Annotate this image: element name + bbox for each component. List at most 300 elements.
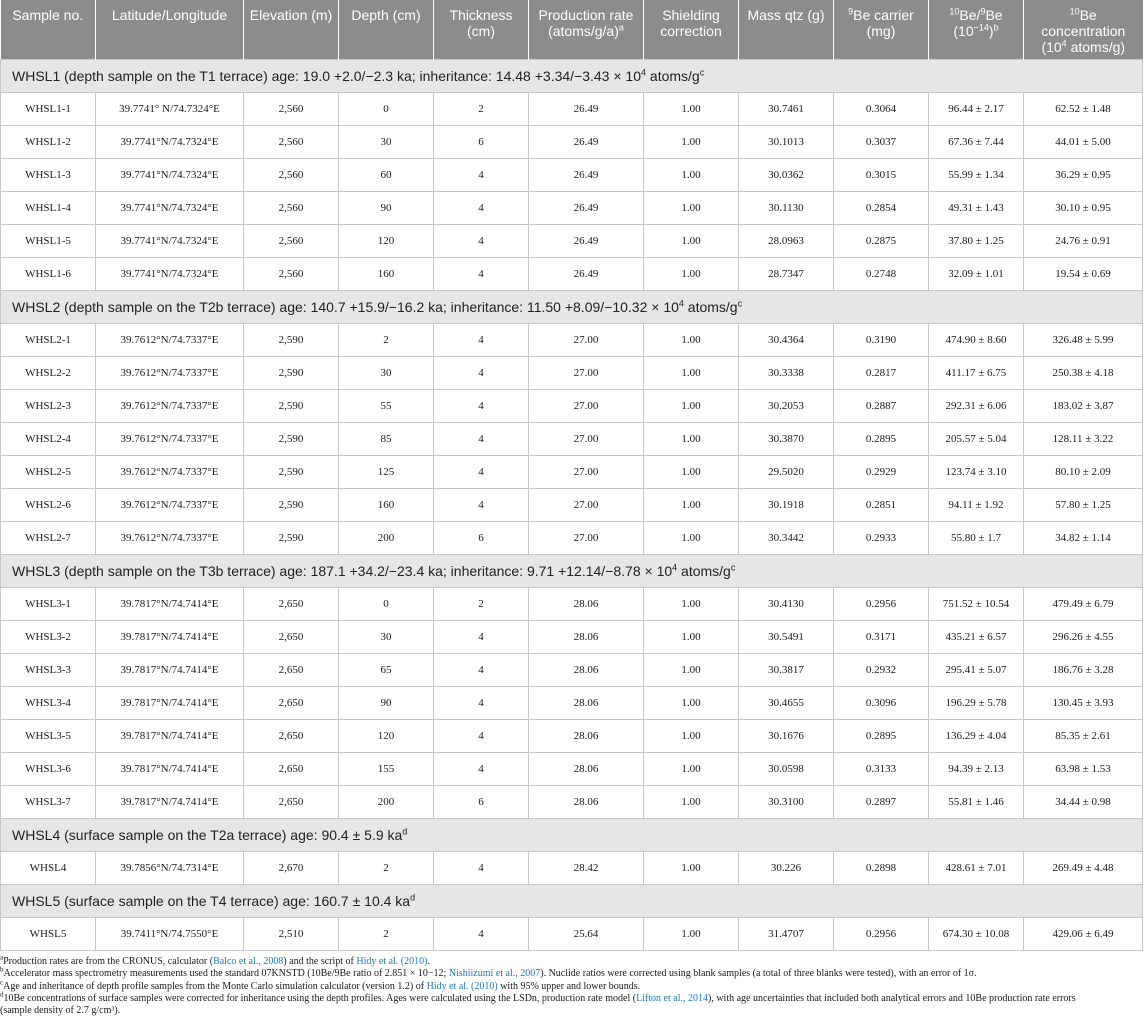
cell-production: 27.00 [529,356,644,389]
footnote-d [0,990,1142,1018]
cell-carrier: 0.2895 [834,719,929,752]
group-header-row [1,818,1143,851]
cell-sample: WHSL1-5 [1,224,96,257]
cell-ratio: 136.29 ± 4.04 [929,719,1024,752]
cell-production: 28.06 [529,620,644,653]
table-row [1,224,1143,257]
group-title-exponent: 4 [672,561,678,572]
cell-mass: 30.5491 [739,620,834,653]
cell-production: 27.00 [529,521,644,554]
footnote-text: ). Nuclide ratios were corrected using blank samples (a total of three blanks were tested), with an error of 1σ. [540,968,977,980]
cell-sample: WHSL2-7 [1,521,96,554]
group-title-unit: atoms/g [683,298,738,315]
cell-carrier: 0.2887 [834,389,929,422]
cell-depth: 160 [339,257,434,290]
group-header-row [1,554,1143,587]
cell-shielding: 1.00 [644,587,739,620]
cell-production: 26.49 [529,92,644,125]
cell-sample: WHSL2-3 [1,389,96,422]
footnote-mark: a [0,953,4,962]
cell-concentration: 326.48 ± 5.99 [1024,323,1143,356]
cell-sample: WHSL1-3 [1,158,96,191]
cell-concentration: 186.76 ± 3.28 [1024,653,1143,686]
cell-production: 26.49 [529,224,644,257]
cell-latlon: 39.7856°N/74.7314°E [96,851,244,884]
cell-production: 28.06 [529,587,644,620]
table-row [1,191,1143,224]
cell-depth: 155 [339,752,434,785]
table-row [1,785,1143,818]
cell-ratio: 411.17 ± 6.75 [929,356,1024,389]
cell-depth: 2 [339,323,434,356]
cell-ratio: 292.31 ± 6.06 [929,389,1024,422]
cell-latlon: 39.7612°N/74.7337°E [96,356,244,389]
cell-shielding: 1.00 [644,125,739,158]
cell-carrier: 0.2956 [834,917,929,950]
cell-sample: WHSL1-1 [1,92,96,125]
footnote-b [0,965,1142,980]
cell-thickness: 4 [434,158,529,191]
cell-mass: 30.7461 [739,92,834,125]
cell-thickness: 4 [434,191,529,224]
citation-link[interactable]: Hidy et al. (2010) [426,980,498,992]
table-row [1,389,1143,422]
cell-mass: 30.3338 [739,356,834,389]
cell-latlon: 39.7612°N/74.7337°E [96,389,244,422]
cell-elevation: 2,560 [244,92,339,125]
cell-thickness: 4 [434,323,529,356]
cell-ratio: 435.21 ± 6.57 [929,620,1024,653]
cell-mass: 29.5020 [739,455,834,488]
footnote-text: with 95% upper and lower bounds. [497,980,641,992]
footnotes [0,953,1142,1017]
cell-thickness: 6 [434,125,529,158]
cell-thickness: 2 [434,92,529,125]
ratio-unit-pre: (10 [953,23,974,39]
cell-thickness: 4 [434,917,529,950]
cell-carrier: 0.2748 [834,257,929,290]
cell-latlon: 39.7411°N/74.7550°E [96,917,244,950]
cell-production: 28.06 [529,785,644,818]
cell-carrier: 0.2851 [834,488,929,521]
cell-concentration: 269.49 ± 4.48 [1024,851,1143,884]
cell-ratio: 295.41 ± 5.07 [929,653,1024,686]
citation-link[interactable]: Nishiizumi et al., 2007 [448,968,541,980]
footnote-text: Accelerator mass spectrometry measurements used the standard 07KNSTD (10Be/9Be ratio of 2.851 × 10−12; [3,968,449,980]
cell-elevation: 2,590 [244,323,339,356]
cell-depth: 160 [339,488,434,521]
group-title-exponent: 4 [641,66,647,77]
ratio-unit-exp: −14 [973,22,989,33]
cell-mass: 30.4130 [739,587,834,620]
table-row [1,917,1143,950]
cell-depth: 200 [339,785,434,818]
cell-shielding: 1.00 [644,158,739,191]
cell-thickness: 2 [434,587,529,620]
footnote-mark: b [0,965,4,974]
cell-production: 28.06 [529,653,644,686]
cell-mass: 30.3817 [739,653,834,686]
cell-thickness: 4 [434,389,529,422]
cell-elevation: 2,650 [244,620,339,653]
cell-elevation: 2,670 [244,851,339,884]
cell-latlon: 39.7741°N/74.7324°E [96,257,244,290]
cell-sample: WHSL2-6 [1,488,96,521]
cell-concentration: 24.76 ± 0.91 [1024,224,1143,257]
ratio-note: b [993,22,999,33]
cell-concentration: 34.44 ± 0.98 [1024,785,1143,818]
cell-production: 28.06 [529,752,644,785]
cell-depth: 65 [339,653,434,686]
cell-concentration: 128.11 ± 3.22 [1024,422,1143,455]
cell-mass: 30.3870 [739,422,834,455]
conc-label-b: concentration [1041,23,1126,39]
cell-shielding: 1.00 [644,719,739,752]
cell-thickness: 4 [434,851,529,884]
cell-mass: 30.3100 [739,785,834,818]
cell-thickness: 4 [434,620,529,653]
cell-production: 25.64 [529,917,644,950]
cell-ratio: 37.80 ± 1.25 [929,224,1024,257]
cell-latlon: 39.7612°N/74.7337°E [96,455,244,488]
cell-sample: WHSL3-2 [1,620,96,653]
table-row [1,653,1143,686]
group-header-row [1,59,1143,92]
col-header-ratio [929,0,1024,59]
table-row [1,521,1143,554]
cell-production: 28.42 [529,851,644,884]
table-row [1,125,1143,158]
ratio-unit-post: ) [988,23,994,39]
cell-ratio: 94.39 ± 2.13 [929,752,1024,785]
cell-latlon: 39.7817°N/74.7414°E [96,719,244,752]
table-body [1,59,1143,950]
col-header-sample: Sample no. [1,0,96,59]
cell-carrier: 0.3171 [834,620,929,653]
group-header-row [1,290,1143,323]
table-row [1,587,1143,620]
cell-depth: 0 [339,587,434,620]
cell-latlon: 39.7817°N/74.7414°E [96,752,244,785]
cell-latlon: 39.7741°N/74.7324°E [96,191,244,224]
footnote-text: ), with age uncertainties that included both analytical errors and 10Be production rate errors [708,992,1076,1004]
cell-concentration: 479.49 ± 6.79 [1024,587,1143,620]
cell-elevation: 2,590 [244,488,339,521]
cell-shielding: 1.00 [644,191,739,224]
cell-sample: WHSL5 [1,917,96,950]
cell-elevation: 2,650 [244,653,339,686]
cell-thickness: 4 [434,257,529,290]
cell-elevation: 2,560 [244,158,339,191]
cell-elevation: 2,590 [244,455,339,488]
table-row [1,851,1143,884]
cell-ratio: 32.09 ± 1.01 [929,257,1024,290]
cell-carrier: 0.2895 [834,422,929,455]
table-row [1,257,1143,290]
cell-sample: WHSL2-4 [1,422,96,455]
footnote-c [0,978,1142,993]
cell-thickness: 4 [434,752,529,785]
cell-ratio: 205.57 ± 5.04 [929,422,1024,455]
cell-concentration: 80.10 ± 2.09 [1024,455,1143,488]
cell-elevation: 2,560 [244,125,339,158]
cell-sample: WHSL2-5 [1,455,96,488]
cell-carrier: 0.3190 [834,323,929,356]
col-header-shielding: Shielding correction [644,0,739,59]
table-row [1,686,1143,719]
cell-concentration: 34.82 ± 1.14 [1024,521,1143,554]
carrier-isotope: 9 [848,6,854,17]
col-header-latlon: Latitude/Longitude [96,0,244,59]
group-title-note: c [737,297,743,308]
citation-link[interactable]: Balco et al., 2008 [213,956,284,967]
cell-mass: 30.0598 [739,752,834,785]
cell-elevation: 2,560 [244,191,339,224]
group-title [1,59,1143,92]
cell-shielding: 1.00 [644,389,739,422]
citation-link[interactable]: Hidy et al. (2010) [356,956,428,967]
cell-carrier: 0.2929 [834,455,929,488]
col-header-production [529,0,644,59]
cell-mass: 30.1918 [739,488,834,521]
cell-shielding: 1.00 [644,257,739,290]
cell-ratio: 196.29 ± 5.78 [929,686,1024,719]
cell-latlon: 39.7612°N/74.7337°E [96,521,244,554]
cell-production: 27.00 [529,389,644,422]
cell-latlon: 39.7741°N/74.7324°E [96,224,244,257]
cell-thickness: 4 [434,653,529,686]
cell-sample: WHSL3-5 [1,719,96,752]
col-header-mass: Mass qtz (g) [739,0,834,59]
table-row [1,323,1143,356]
cell-latlon: 39.7612°N/74.7337°E [96,488,244,521]
cell-depth: 2 [339,851,434,884]
cell-concentration: 44.01 ± 5.00 [1024,125,1143,158]
cell-depth: 85 [339,422,434,455]
cell-elevation: 2,590 [244,521,339,554]
cell-latlon: 39.7817°N/74.7414°E [96,620,244,653]
footnote-a [0,953,1142,968]
cell-mass: 28.0963 [739,224,834,257]
footnote-text: ) and the script of [283,956,357,967]
footnote-text: Age and inheritance of depth profile samples from the Monte Carlo simulation calculator (version 1.2) of [3,980,427,992]
cell-thickness: 4 [434,686,529,719]
table-row [1,620,1143,653]
ratio-isotope-1: 10 [949,6,960,17]
cell-thickness: 4 [434,455,529,488]
cell-concentration: 63.98 ± 1.53 [1024,752,1143,785]
cell-production: 26.49 [529,191,644,224]
cell-thickness: 4 [434,356,529,389]
cell-ratio: 474.90 ± 8.60 [929,323,1024,356]
cell-thickness: 4 [434,224,529,257]
col-header-depth: Depth (cm) [339,0,434,59]
cell-elevation: 2,590 [244,356,339,389]
cell-depth: 120 [339,719,434,752]
cell-ratio: 428.61 ± 7.01 [929,851,1024,884]
cell-shielding: 1.00 [644,917,739,950]
cell-shielding: 1.00 [644,653,739,686]
group-title-text: WHSL3 (depth sample on the T3b terrace) age: 187.1 +34.2/−23.4 ka; inheritance: 9.71 +12.14/−8.78 × 10 [12,562,673,579]
cell-depth: 120 [339,224,434,257]
ratio-isotope-2: 9 [980,6,986,17]
cell-depth: 90 [339,191,434,224]
ratio-mid: Be/ [959,7,981,23]
cell-carrier: 0.3133 [834,752,929,785]
cell-carrier: 0.3096 [834,686,929,719]
cell-sample: WHSL2-1 [1,323,96,356]
cell-shielding: 1.00 [644,686,739,719]
cell-latlon: 39.7741° N/74.7324°E [96,92,244,125]
col-header-carrier [834,0,929,59]
cell-carrier: 0.2854 [834,191,929,224]
cell-shielding: 1.00 [644,323,739,356]
cell-ratio: 55.81 ± 1.46 [929,785,1024,818]
group-title-note: d [410,891,416,902]
cell-elevation: 2,590 [244,422,339,455]
cell-mass: 30.1676 [739,719,834,752]
cell-shielding: 1.00 [644,422,739,455]
cell-depth: 90 [339,686,434,719]
cell-thickness: 6 [434,521,529,554]
group-title-text: WHSL1 (depth sample on the T1 terrace) age: 19.0 +2.0/−2.3 ka; inheritance: 14.48 +3.34/−3.43 × 10 [12,67,641,84]
cell-shielding: 1.00 [644,521,739,554]
cell-mass: 30.4655 [739,686,834,719]
cell-elevation: 2,650 [244,752,339,785]
group-title-exponent: 4 [678,297,684,308]
cell-thickness: 4 [434,488,529,521]
cell-carrier: 0.2897 [834,785,929,818]
table-row [1,356,1143,389]
cell-concentration: 130.45 ± 3.93 [1024,686,1143,719]
cell-shielding: 1.00 [644,455,739,488]
cell-carrier: 0.2875 [834,224,929,257]
cell-mass: 28.7347 [739,257,834,290]
cell-shielding: 1.00 [644,224,739,257]
cell-concentration: 183.02 ± 3.87 [1024,389,1143,422]
col-header-elevation: Elevation (m) [244,0,339,59]
cell-depth: 200 [339,521,434,554]
cell-depth: 2 [339,917,434,950]
group-header-row [1,884,1143,917]
carrier-label: Be carrier (mg) [853,7,914,39]
cell-carrier: 0.2817 [834,356,929,389]
cell-mass: 30.1130 [739,191,834,224]
group-title-note: d [402,825,408,836]
cell-production: 26.49 [529,158,644,191]
col-header-thickness: Thickness (cm) [434,0,529,59]
cell-latlon: 39.7741°N/74.7324°E [96,125,244,158]
cell-production: 27.00 [529,422,644,455]
cell-shielding: 1.00 [644,785,739,818]
cell-carrier: 0.3015 [834,158,929,191]
citation-link[interactable]: Lifton et al., 2014 [636,992,708,1004]
table-row [1,488,1143,521]
cell-depth: 30 [339,620,434,653]
cell-elevation: 2,590 [244,389,339,422]
cell-elevation: 2,650 [244,719,339,752]
group-title-text: WHSL4 (surface sample on the T2a terrace) age: 90.4 ± 5.9 ka [12,826,403,843]
cell-latlon: 39.7612°N/74.7337°E [96,422,244,455]
cell-ratio: 751.52 ± 10.54 [929,587,1024,620]
cell-depth: 30 [339,125,434,158]
table-row [1,752,1143,785]
cell-ratio: 55.80 ± 1.7 [929,521,1024,554]
cell-depth: 0 [339,92,434,125]
cell-shielding: 1.00 [644,92,739,125]
cell-latlon: 39.7817°N/74.7414°E [96,587,244,620]
table-row [1,158,1143,191]
conc-unit-post: atoms/g) [1066,39,1126,55]
production-note: a [618,22,624,33]
cell-production: 28.06 [529,686,644,719]
cell-concentration: 250.38 ± 4.18 [1024,356,1143,389]
cell-sample: WHSL4 [1,851,96,884]
group-title-note: c [730,561,736,572]
cell-ratio: 123.74 ± 3.10 [929,455,1024,488]
cell-depth: 60 [339,158,434,191]
cell-carrier: 0.2932 [834,653,929,686]
cell-carrier: 0.2898 [834,851,929,884]
group-title [1,290,1143,323]
cell-concentration: 57.80 ± 1.25 [1024,488,1143,521]
footnote-text: Production rates are from the CRONUS, calculator ( [3,956,214,967]
cell-sample: WHSL3-6 [1,752,96,785]
cell-carrier: 0.2956 [834,587,929,620]
group-title [1,818,1143,851]
cell-elevation: 2,510 [244,917,339,950]
cell-ratio: 96.44 ± 2.17 [929,92,1024,125]
conc-unit-pre: (10 [1041,39,1062,55]
footnote-mark: c [0,978,4,987]
cell-production: 27.00 [529,323,644,356]
cell-mass: 30.2053 [739,389,834,422]
table-row [1,719,1143,752]
conc-label-a: Be [1079,7,1097,23]
cell-production: 26.49 [529,257,644,290]
cell-carrier: 0.3037 [834,125,929,158]
cell-ratio: 49.31 ± 1.43 [929,191,1024,224]
cell-depth: 125 [339,455,434,488]
cell-latlon: 39.7817°N/74.7414°E [96,653,244,686]
table-row [1,455,1143,488]
cell-concentration: 296.26 ± 4.55 [1024,620,1143,653]
cell-mass: 30.0362 [739,158,834,191]
cell-thickness: 6 [434,785,529,818]
cell-elevation: 2,650 [244,587,339,620]
col-header-concentration [1024,0,1143,59]
cell-sample: WHSL2-2 [1,356,96,389]
table-row [1,422,1143,455]
cell-concentration: 85.35 ± 2.61 [1024,719,1143,752]
cell-mass: 30.226 [739,851,834,884]
cell-sample: WHSL1-4 [1,191,96,224]
cell-elevation: 2,650 [244,785,339,818]
cell-ratio: 67.36 ± 7.44 [929,125,1024,158]
cell-carrier: 0.2933 [834,521,929,554]
cell-shielding: 1.00 [644,851,739,884]
table-row [1,92,1143,125]
footnote-text: (sample density of 2.7 g/cm³). [0,1005,121,1017]
group-title [1,884,1143,917]
ratio-end: Be [985,7,1003,23]
cell-sample: WHSL3-3 [1,653,96,686]
cell-thickness: 4 [434,719,529,752]
footnote-text: 10Be concentrations of surface samples were corrected for inheritance using the depth profiles. Ages were calculated using the LSDn, production rate model ( [3,992,637,1004]
cell-latlon: 39.7817°N/74.7414°E [96,686,244,719]
cell-concentration: 30.10 ± 0.95 [1024,191,1143,224]
cell-elevation: 2,560 [244,224,339,257]
